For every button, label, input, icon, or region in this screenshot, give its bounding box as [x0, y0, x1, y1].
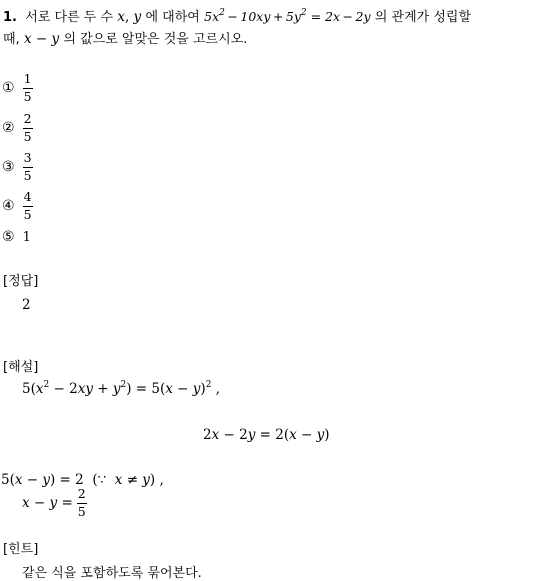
question-text-part2: 에 대하여: [145, 10, 200, 25]
choice-2-marker: ②: [2, 120, 15, 136]
choice-4-marker: ④: [2, 198, 15, 214]
choice-5[interactable]: [2, 229, 31, 245]
question-text-part1: 서로 다른 두 수: [25, 10, 114, 25]
explanation-header: [해설]: [3, 360, 39, 375]
explanation-denominator: 5: [77, 503, 86, 519]
choice-2-numerator: 2: [23, 111, 32, 126]
choice-2-denominator: 5: [23, 128, 32, 144]
question-line2-prefix: 때,: [3, 32, 20, 47]
question-expr: x − y: [24, 31, 60, 47]
choice-2[interactable]: [2, 113, 33, 143]
choice-3-fraction: [23, 152, 33, 182]
choice-5-marker: ⑤: [2, 229, 15, 245]
choice-4-fraction: [23, 191, 33, 221]
choice-1-marker: ①: [2, 80, 15, 96]
choice-3-numerator: 3: [23, 150, 32, 165]
question-text-part3: 의 관계가 성립할: [374, 10, 472, 25]
answer-value: 2: [22, 297, 31, 313]
explanation-line-1: $5(x^2 - 2xy + y^2) = 5(x - y)^2$ ,: [22, 380, 221, 397]
choice-4-denominator: 5: [23, 206, 32, 222]
choice-3[interactable]: [2, 152, 33, 182]
choice-1-numerator: 1: [23, 71, 32, 86]
choice-2-fraction: [23, 113, 33, 143]
choice-3-marker: ③: [2, 159, 15, 175]
question-number: 1.: [3, 10, 17, 25]
question-line-2: [3, 28, 247, 47]
explanation-line-4: x − y = $\frac{2}{5}$: [22, 486, 86, 519]
choice-5-value: 1: [22, 229, 31, 245]
question-equation: $5x^2 - 10xy + 5y^2 = 2x - 2y$: [204, 8, 371, 24]
explanation-numerator: 2: [77, 486, 86, 501]
explanation-line-3: 5(x − y) = 2 (∵ x ≠ y) ,: [1, 472, 164, 488]
hint-header: [힌트]: [3, 542, 39, 557]
choice-3-denominator: 5: [23, 167, 32, 183]
question-var-x: x: [117, 9, 125, 25]
answer-header: [정답]: [3, 274, 39, 289]
choice-4-numerator: 4: [23, 189, 32, 204]
question-line2-suffix: 의 값으로 알맞은 것을 고르시오.: [63, 32, 248, 47]
hint-text: 같은 식을 포함하도록 묶어본다.: [22, 566, 202, 581]
explanation-line-2: 2x − 2y = 2(x − y): [203, 427, 330, 443]
choice-1-denominator: 5: [23, 88, 32, 104]
choice-4[interactable]: [2, 191, 33, 221]
question-var-y: y: [133, 9, 142, 25]
question-line-1: 1. 서로 다른 두 수 x, y 에 대하여 $5x^2 - 10xy + 5y^2 = 2x - 2y$ 의 관계가 성립할: [3, 8, 472, 25]
choice-1-fraction: [23, 73, 33, 103]
explanation-fraction: [77, 488, 87, 518]
choice-1[interactable]: [2, 73, 33, 103]
